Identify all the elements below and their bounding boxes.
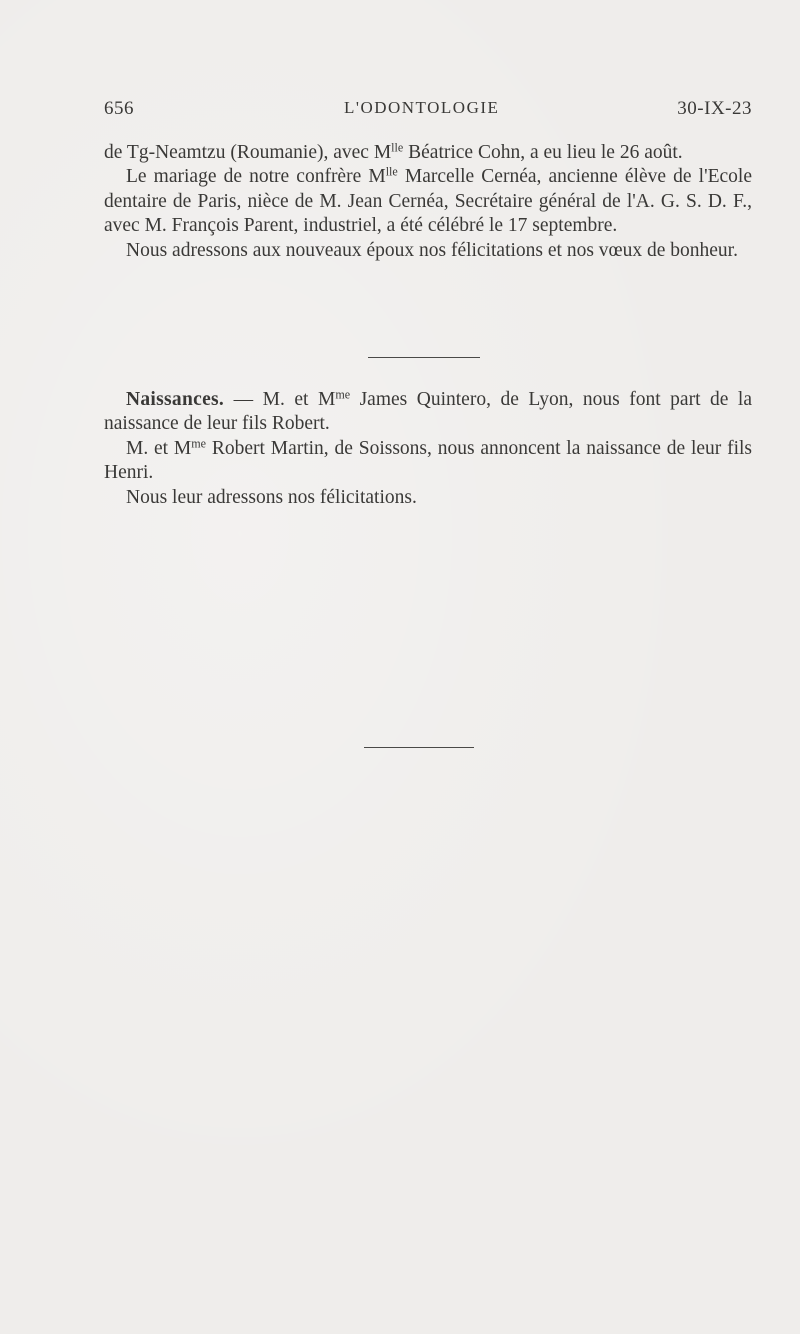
paragraph-congratulations: Nous adressons aux nouveaux époux nos félicitations et nos vœux de bonheur. — [126, 239, 738, 261]
paragraph-marriage: Le mariage de notre confrère $M^{lle}$ Marcelle Cernéa, ancienne élève de l'Ecole dentaire de Paris, nièce de M. Jean Cernéa, Secrétaire général de l'A. G. S. D. F., avec M. François Parent, industriel, a été célébré le 17 septembre. — [104, 164, 752, 237]
journal-title: L'ODONTOLOGIE — [344, 98, 500, 117]
paragraph-birth-2: M. et $M^{me}$ Robert Martin, de Soissons, nous annoncent la naissance de leur fils Henri. — [104, 436, 752, 484]
births-section — [104, 388, 752, 510]
paragraph-continuation: de Tg-Neamtzu (Roumanie), avec $M^{lle}$ Béatrice Cohn, a eu lieu le 26 août. — [104, 140, 683, 163]
running-header — [104, 98, 752, 126]
end-divider — [364, 747, 474, 748]
marriages-section — [104, 141, 752, 263]
issue-date: 30-IX-23 — [677, 98, 752, 119]
paragraph-congratulations-2: Nous leur adressons nos félicitations. — [126, 486, 417, 508]
section-heading: Naissances. — [126, 389, 225, 410]
paragraph-birth-1: Naissances. — M. et $M^{me}$ James Quintero, de Lyon, nous font part de la naissance de leur fils Robert. — [104, 387, 752, 435]
page-number: 656 — [104, 98, 134, 119]
section-divider — [368, 357, 480, 358]
